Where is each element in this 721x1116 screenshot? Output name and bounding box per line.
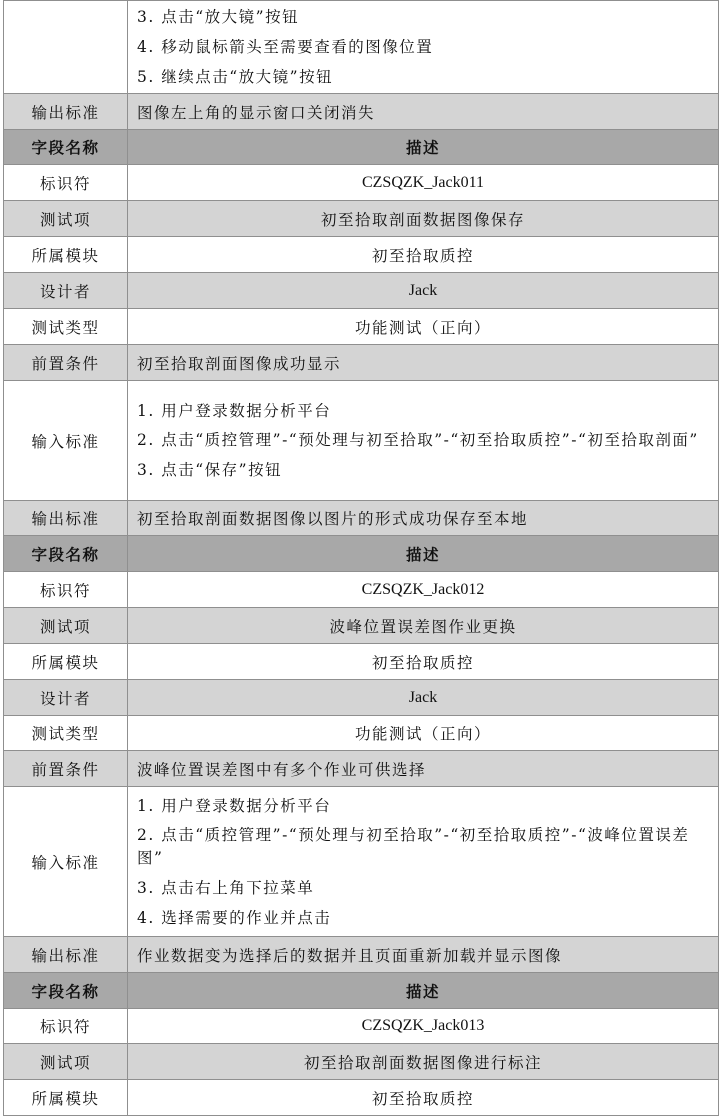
test-type-value: 功能测试（正向） <box>128 309 719 345</box>
description-header: 描述 <box>128 973 719 1009</box>
test-type-row <box>4 309 719 345</box>
module-value: 初至拾取质控 <box>128 237 719 273</box>
designer-label: 设计者 <box>4 680 128 716</box>
test-item-row <box>4 1044 719 1080</box>
identifier-row <box>4 165 719 201</box>
input-step: 3. 点击“放大镜”按钮 <box>137 8 300 26</box>
input-step: 2. 点击“质控管理”-“预处理与初至拾取”-“初至拾取质控”-“波峰位置误差图” <box>137 825 690 867</box>
designer-value: Jack <box>128 680 719 716</box>
output-standard-row <box>4 94 719 130</box>
test-item-label: 测试项 <box>4 608 128 644</box>
input-standard-label-cell <box>4 1 128 94</box>
output-standard-row <box>4 501 719 536</box>
test-item-value: 初至拾取剖面数据图像保存 <box>128 201 719 237</box>
field-name-header: 字段名称 <box>4 973 128 1009</box>
test-item-label: 测试项 <box>4 1044 128 1080</box>
output-standard-value: 作业数据变为选择后的数据并且页面重新加载并显示图像 <box>128 937 719 973</box>
description-header: 描述 <box>128 130 719 165</box>
identifier-label: 标识符 <box>4 165 128 201</box>
designer-value: Jack <box>128 273 719 309</box>
field-name-header: 字段名称 <box>4 130 128 165</box>
module-label: 所属模块 <box>4 644 128 680</box>
identifier-label: 标识符 <box>4 1009 128 1044</box>
test-item-value: 波峰位置误差图作业更换 <box>128 608 719 644</box>
test-item-value: 初至拾取剖面数据图像进行标注 <box>128 1044 719 1080</box>
precondition-row <box>4 345 719 381</box>
output-standard-row <box>4 937 719 973</box>
description-header: 描述 <box>128 536 719 572</box>
identifier-row <box>4 572 719 608</box>
test-type-value: 功能测试（正向） <box>128 716 719 751</box>
input-standard-row <box>4 787 719 937</box>
input-step: 3. 点击右上角下拉菜单 <box>137 878 315 897</box>
test-type-label: 测试类型 <box>4 716 128 751</box>
test-item-label: 测试项 <box>4 201 128 237</box>
module-value: 初至拾取质控 <box>128 644 719 680</box>
table-header-row <box>4 536 719 572</box>
precondition-label: 前置条件 <box>4 345 128 381</box>
input-standard-label: 输入标准 <box>4 381 128 501</box>
input-step: 4. 选择需要的作业并点击 <box>137 908 332 927</box>
module-label: 所属模块 <box>4 237 128 273</box>
precondition-value: 初至拾取剖面图像成功显示 <box>128 345 719 381</box>
identifier-row <box>4 1009 719 1044</box>
input-standard-row <box>4 381 719 501</box>
output-standard-label: 输出标准 <box>4 501 128 536</box>
module-row <box>4 1080 719 1116</box>
input-steps-cell <box>128 787 719 937</box>
output-standard-label: 输出标准 <box>4 937 128 973</box>
designer-row <box>4 273 719 309</box>
designer-label: 设计者 <box>4 273 128 309</box>
identifier-value: CZSQZK_Jack011 <box>128 165 719 201</box>
input-steps-cell <box>128 381 719 501</box>
module-value: 初至拾取质控 <box>128 1080 719 1116</box>
test-type-row <box>4 716 719 751</box>
table-header-row <box>4 973 719 1009</box>
input-steps-cell <box>128 1 719 94</box>
input-standard-row <box>4 1 719 94</box>
input-step: 1. 用户登录数据分析平台 <box>137 796 332 815</box>
designer-row <box>4 680 719 716</box>
input-standard-label: 输入标准 <box>4 787 128 937</box>
input-step: 3. 点击“保存”按钮 <box>137 461 283 479</box>
table-header-row <box>4 130 719 165</box>
module-row <box>4 237 719 273</box>
precondition-label: 前置条件 <box>4 751 128 787</box>
input-step: 2. 点击“质控管理”-“预处理与初至拾取”-“初至拾取质控”-“初至拾取剖面” <box>137 431 699 449</box>
test-item-row <box>4 201 719 237</box>
input-step: 1. 用户登录数据分析平台 <box>137 402 332 420</box>
test-item-row <box>4 608 719 644</box>
output-standard-value: 图像左上角的显示窗口关闭消失 <box>128 94 719 130</box>
precondition-row <box>4 751 719 787</box>
input-step: 4. 移动鼠标箭头至需要查看的图像位置 <box>137 38 434 56</box>
test-case-document <box>3 0 718 1116</box>
identifier-label: 标识符 <box>4 572 128 608</box>
module-label: 所属模块 <box>4 1080 128 1116</box>
output-standard-label: 输出标准 <box>4 94 128 130</box>
input-step: 5. 继续点击“放大镜”按钮 <box>137 68 334 86</box>
precondition-value: 波峰位置误差图中有多个作业可供选择 <box>128 751 719 787</box>
test-case-table <box>3 0 719 1116</box>
identifier-value: CZSQZK_Jack012 <box>128 572 719 608</box>
output-standard-value: 初至拾取剖面数据图像以图片的形式成功保存至本地 <box>128 501 719 536</box>
module-row <box>4 644 719 680</box>
identifier-value: CZSQZK_Jack013 <box>128 1009 719 1044</box>
field-name-header: 字段名称 <box>4 536 128 572</box>
test-type-label: 测试类型 <box>4 309 128 345</box>
